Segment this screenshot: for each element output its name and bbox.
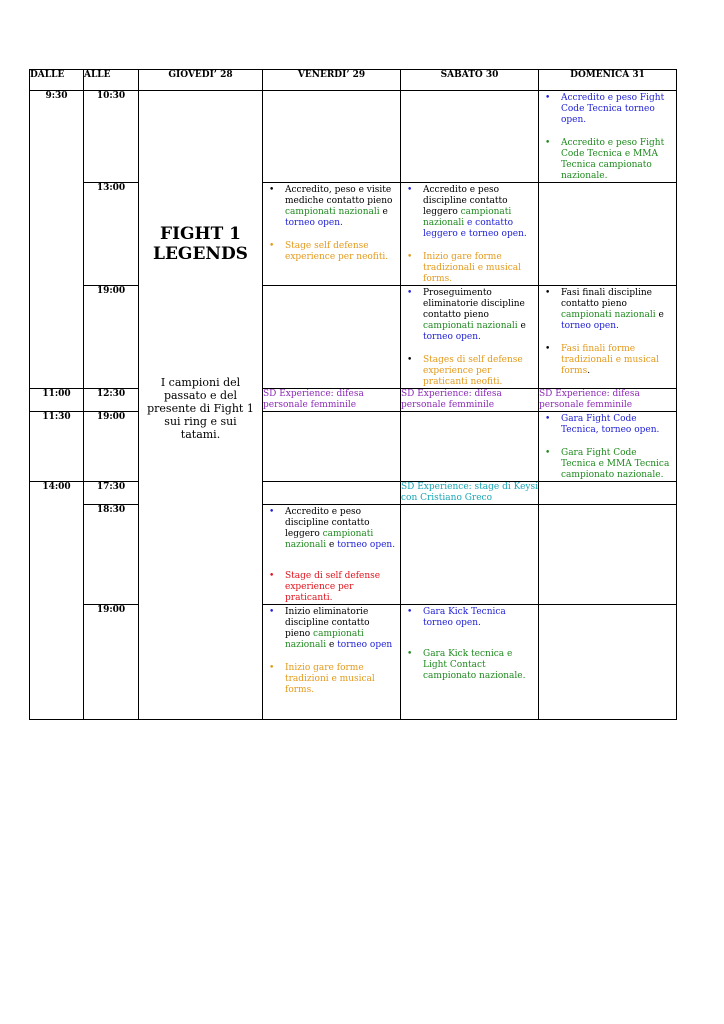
cell-dom-1830 xyxy=(539,505,677,605)
time-alle-1900c: 19:00 xyxy=(84,605,139,720)
header-alle: ALLE xyxy=(84,70,139,91)
schedule-table xyxy=(29,69,677,720)
time-alle-1900b: 19:00 xyxy=(84,412,139,482)
bullet-icon: • xyxy=(407,607,413,617)
list-item: • Fasi finali discipline contatto pieno campionati nazionali e torneo open. xyxy=(545,288,664,331)
time-alle-1730: 17:30 xyxy=(84,482,139,505)
cell-ven-1900b xyxy=(263,412,401,482)
header-dalle: DALLE xyxy=(30,70,84,91)
cell-sab-1030 xyxy=(401,91,539,183)
fight-legends-subtitle: I campioni del passato e del presente di Fight 1 sui ring e sui tatami. xyxy=(147,376,254,441)
bullet-icon: • xyxy=(269,185,275,195)
bullet-icon: • xyxy=(545,93,551,103)
bullet-icon: • xyxy=(545,344,551,354)
list-item: • Accredito e peso Fight Code Tecnica torneo open. xyxy=(545,93,665,125)
list-item: • Fasi finali forme tradizionali e musical forms. xyxy=(545,344,660,376)
cell-dom-1030 xyxy=(539,91,677,183)
time-dalle-1400: 14:00 xyxy=(30,482,84,720)
list-item: • Gara Fight Code Tecnica, torneo open. xyxy=(545,414,660,435)
cell-ven-1900c xyxy=(263,605,401,720)
bullet-icon: • xyxy=(269,571,275,581)
bullet-icon: • xyxy=(545,448,551,458)
cell-sab-1230: SD Experience: difesa personale femminile xyxy=(401,389,539,412)
time-alle-1030: 10:30 xyxy=(84,91,139,183)
cell-dom-1900b xyxy=(539,412,677,482)
giovedi-column xyxy=(139,91,263,720)
bullet-icon: • xyxy=(269,607,275,617)
list-item: • Inizio gare forme tradizionali e musical forms. xyxy=(407,252,522,284)
bullet-icon: • xyxy=(407,355,413,365)
cell-sab-1900b xyxy=(401,412,539,482)
list-item: • Accredito, peso e visite mediche contatto pieno campionati nazionali e torneo open. xyxy=(269,185,393,228)
cell-dom-1900c xyxy=(539,605,677,720)
list-item: • Accredito e peso discipline contatto leggero campionati nazionali e torneo open. xyxy=(269,507,396,550)
bullet-icon: • xyxy=(545,138,551,148)
cell-ven-1900a xyxy=(263,286,401,389)
cell-sab-1900a xyxy=(401,286,539,389)
bullet-icon: • xyxy=(407,185,413,195)
list-item: • Proseguimento eliminatorie discipline contatto pieno campionati nazionali e torneo open. xyxy=(407,288,526,342)
bullet-icon: • xyxy=(407,288,413,298)
bullet-icon: • xyxy=(407,252,413,262)
list-item: • Gara Kick Tecnica torneo open. xyxy=(407,607,506,628)
cell-ven-1230: SD Experience: difesa personale femminile xyxy=(263,389,401,412)
time-dalle-1100: 11:00 xyxy=(30,389,84,412)
bullet-icon: • xyxy=(269,241,275,251)
bullet-icon: • xyxy=(269,507,275,517)
time-alle-1900a: 19:00 xyxy=(84,286,139,389)
list-item: • Stages di self defense experience per praticanti neofiti. xyxy=(407,355,523,387)
time-alle-1830: 18:30 xyxy=(84,505,139,605)
header-domenica: DOMENICA 31 xyxy=(539,70,677,91)
list-item: • Accredito e peso Fight Code Tecnica e MMA Tecnica campionato nazionale. xyxy=(545,138,665,181)
list-item: • Stage self defense experience per neofiti. xyxy=(269,241,389,262)
header-sabato: SABATO 30 xyxy=(401,70,539,91)
bullet-icon: • xyxy=(407,649,413,659)
cell-sab-1830 xyxy=(401,505,539,605)
time-dalle-930: 9:30 xyxy=(30,91,84,389)
list-item: • Accredito e peso discipline contatto leggero campionati nazionali e contatto leggero e torneo open. xyxy=(407,185,527,239)
time-alle-1300: 13:00 xyxy=(84,183,139,286)
cell-sab-1730: SD Experience: stage di Keysi con Cristiano Greco xyxy=(401,482,538,503)
cell-dom-1300 xyxy=(539,183,677,286)
cell-ven-1300 xyxy=(263,183,401,286)
fight-legends-title: FIGHT 1 LEGENDS xyxy=(153,224,248,264)
list-item: • Gara Kick tecnica e Light Contact campionato nazionale. xyxy=(407,649,526,681)
cell-dom-1900a xyxy=(539,286,677,389)
cell-ven-1730 xyxy=(263,482,401,505)
cell-sab-1900c xyxy=(401,605,539,720)
cell-dom-1730 xyxy=(539,482,677,505)
cell-ven-1830 xyxy=(263,505,401,605)
cell-sab-1300 xyxy=(401,183,539,286)
list-item: • Inizio eliminatorie discipline contatto pieno campionati nazionali e torneo open xyxy=(269,607,393,650)
cell-ven-1030 xyxy=(263,91,401,183)
list-item: • Inizio gare forme tradizioni e musical forms. xyxy=(269,663,375,695)
time-dalle-1130: 11:30 xyxy=(30,412,84,482)
bullet-icon: • xyxy=(545,414,551,424)
list-item: • Gara Fight Code Tecnica e MMA Tecnica campionato nazionale. xyxy=(545,448,670,480)
list-item: • Stage di self defense experience per praticanti. xyxy=(269,571,381,603)
cell-dom-1230: SD Experience: difesa personale femminile xyxy=(539,389,677,412)
header-venerdi: VENERDI’ 29 xyxy=(263,70,401,91)
bullet-icon: • xyxy=(545,288,551,298)
time-alle-1230: 12:30 xyxy=(84,389,139,412)
bullet-icon: • xyxy=(269,663,275,673)
header-giovedi: GIOVEDI’ 28 xyxy=(139,70,263,91)
